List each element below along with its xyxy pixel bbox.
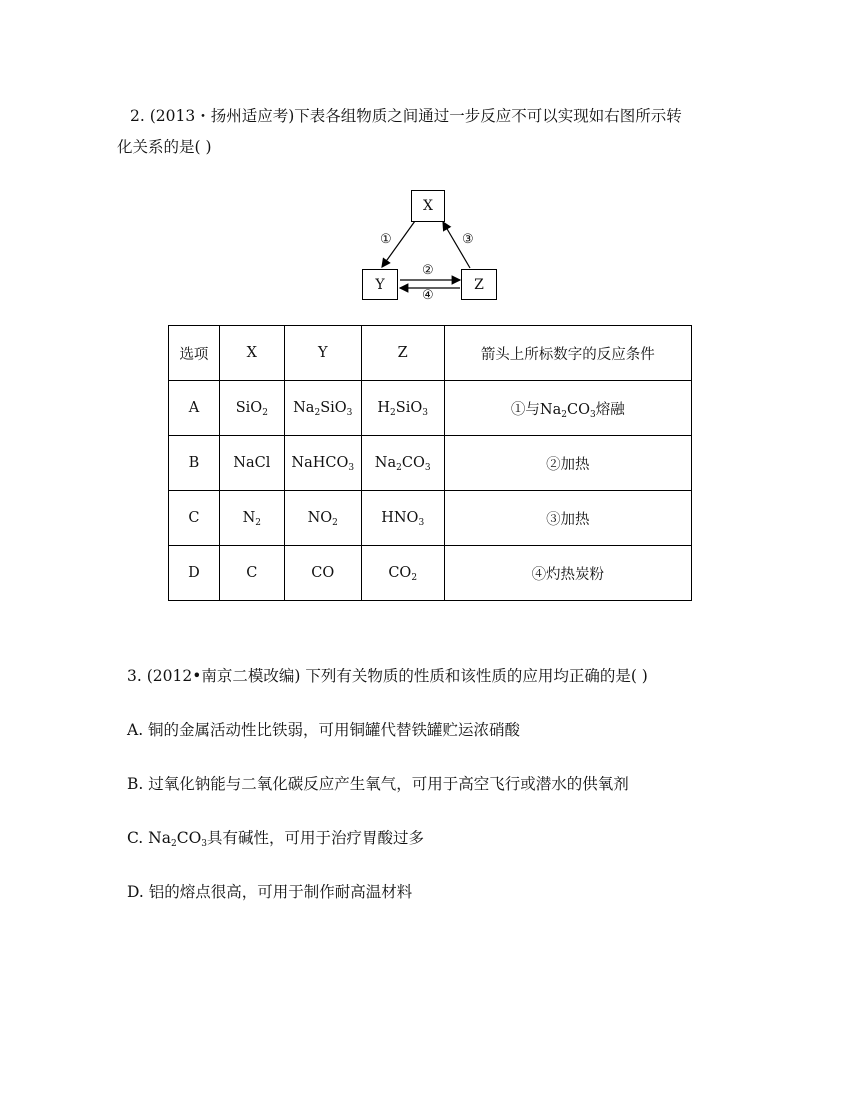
- cell-z-part: 2: [411, 573, 418, 583]
- cell-y: [284, 546, 361, 601]
- header-x: X: [219, 326, 284, 381]
- cell-z-part: CO: [401, 455, 425, 471]
- cell-y: [284, 491, 361, 546]
- cell-x-part: SiO: [235, 400, 263, 416]
- cell-x: [219, 381, 284, 436]
- header-z: Z: [361, 326, 444, 381]
- cell-y-part: NaHCO: [291, 455, 349, 471]
- cell-cond: [444, 491, 691, 546]
- options-table: [168, 325, 692, 601]
- cell-y-part: NO: [307, 510, 333, 526]
- cell-y-part: 3: [348, 463, 355, 473]
- table-header-row: [169, 326, 692, 381]
- cell-z: [361, 491, 444, 546]
- cell-z-part: 3: [418, 518, 425, 528]
- cell-cond-part: CO: [567, 401, 590, 418]
- node-y: Y: [362, 269, 398, 300]
- cell-option: C: [169, 491, 220, 546]
- cell-z-part: 2: [390, 408, 396, 418]
- cell-option: A: [169, 381, 220, 436]
- cell-y-part: 2: [332, 518, 338, 528]
- q3-option-c-suffix: 具有碱性，可用于治疗胃酸过多: [207, 829, 425, 847]
- q3-option-c-sub1: 2: [170, 839, 177, 849]
- cell-z-part: H: [377, 400, 391, 416]
- cell-x: [219, 546, 284, 601]
- cell-z-part: 3: [424, 463, 431, 473]
- node-x: X: [411, 190, 445, 222]
- cell-cond: [444, 436, 691, 491]
- q3-option-b: B. 过氧化钠能与二氧化碳反应产生氧气，可用于高空飞行或潜水的供氧剂: [127, 775, 629, 793]
- arrow-label-2: ②: [422, 263, 434, 278]
- cell-cond: [444, 381, 691, 436]
- q3-option-c-prefix: C. Na: [127, 829, 171, 847]
- header-option: 选项: [169, 326, 220, 381]
- table-row: [169, 381, 692, 436]
- cell-z-part: 2: [396, 463, 402, 473]
- header-condition: 箭头上所标数字的反应条件: [444, 326, 691, 381]
- cell-x-part: 2: [255, 518, 262, 528]
- q3-option-a: A. 铜的金属活动性比铁弱，可用铜罐代替铁罐贮运浓硝酸: [127, 721, 521, 739]
- cell-y-part: Na: [293, 400, 315, 416]
- cell-z-part: HNO: [381, 510, 419, 526]
- cell-cond: [444, 546, 691, 601]
- cell-option: D: [169, 546, 220, 601]
- q2-stem-line2: 化关系的是( ): [117, 138, 212, 156]
- conversion-diagram: [340, 185, 520, 305]
- cell-y-part: 3: [346, 408, 353, 418]
- table-row: [169, 546, 692, 601]
- cell-y-part: CO: [311, 565, 335, 581]
- cell-cond-part: ②加热: [546, 456, 590, 473]
- arrow-label-3: ③: [462, 232, 474, 247]
- q3-option-d: D. 铝的熔点很高，可用于制作耐高温材料: [127, 883, 413, 901]
- cell-z-part: 3: [422, 408, 428, 418]
- cell-cond-part: 2: [561, 409, 567, 420]
- cell-x-part: N: [242, 510, 256, 526]
- cell-y-part: 2: [314, 408, 321, 418]
- cell-z: [361, 381, 444, 436]
- cell-x-part: NaCl: [233, 455, 271, 471]
- cell-z-part: SiO: [395, 400, 423, 416]
- cell-option: B: [169, 436, 220, 491]
- q3-option-c-mid: CO: [176, 829, 202, 847]
- arrow-label-1: ①: [380, 232, 392, 247]
- q2-stem-line1: 2. (2013・扬州适应考)下表各组物质之间通过一步反应不可以实现如右图所示转: [130, 107, 682, 125]
- cell-x: [219, 491, 284, 546]
- arrow-label-4: ④: [422, 288, 434, 303]
- q3-option-c: [127, 826, 424, 848]
- table-row: [169, 436, 692, 491]
- header-y: Y: [284, 326, 361, 381]
- cell-z-part: CO: [388, 565, 412, 581]
- cell-x-part: C: [246, 565, 258, 581]
- cell-y: [284, 436, 361, 491]
- cell-x-part: 2: [262, 408, 268, 418]
- cell-cond-part: 熔融: [595, 401, 625, 418]
- cell-z: [361, 436, 444, 491]
- node-z: Z: [461, 269, 497, 300]
- q3-option-c-sub2: 3: [201, 839, 208, 849]
- cell-z: [361, 546, 444, 601]
- cell-cond-part: ③加热: [546, 511, 590, 528]
- cell-x: [219, 436, 284, 491]
- cell-cond-part: ④灼热炭粉: [531, 566, 605, 583]
- cell-z-part: Na: [374, 455, 397, 471]
- q3-stem: 3. (2012•南京二模改编) 下列有关物质的性质和该性质的应用均正确的是( ): [127, 667, 648, 685]
- table-row: [169, 491, 692, 546]
- cell-y-part: SiO: [320, 400, 347, 416]
- cell-y: [284, 381, 361, 436]
- cell-cond-part: ①与Na: [510, 401, 562, 418]
- cell-cond-part: 3: [589, 409, 596, 420]
